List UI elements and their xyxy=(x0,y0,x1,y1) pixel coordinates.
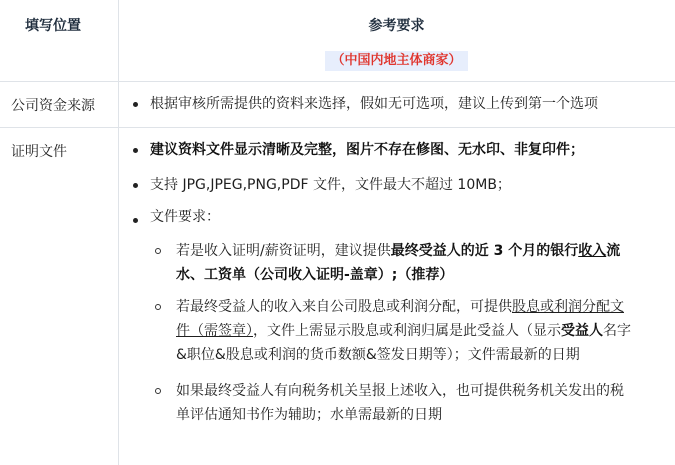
sub-item-dividend-line3: &职位&股息或利润的货币数额&签发日期等）；文件需最新的日期 xyxy=(176,347,580,363)
sub-item-tax-line1: 如果最终受益人有向税务机关呈报上述收入，也可提供税务机关发出的税 xyxy=(176,383,624,399)
file-requirements-label: 文件要求： xyxy=(150,209,220,225)
badge-wrap xyxy=(118,49,675,71)
bullet xyxy=(133,148,138,153)
sub-item-bold: 最终受益人的近 3 个月的银行 xyxy=(390,243,579,259)
mainland-merchant-badge: （中国内地主体商家） xyxy=(325,51,467,71)
bullet xyxy=(133,218,138,223)
sub-item-bold-underline: 收入 xyxy=(578,243,607,259)
sub-item-dividend-line2 xyxy=(176,319,631,344)
sub-item-underline: 股息或利润分配文 xyxy=(512,299,624,315)
file-format-text: 支持 JPG,JPEG,PNG,PDF 文件，文件最大不超过 10MB； xyxy=(150,177,511,193)
row-divider xyxy=(0,127,675,128)
header-requirements: 参考要求 xyxy=(368,18,425,34)
row-label-proof-document: 证明文件 xyxy=(11,144,67,160)
sub-item-bold: 流 xyxy=(606,243,621,259)
sub-item-text: 若最终受益人的收入来自公司股息或利润分配，可提供 xyxy=(176,299,512,315)
row-divider xyxy=(0,81,675,82)
sub-item-income-line2: 水、工资单（公司收入证明-盖章）;（推荐） xyxy=(176,267,454,283)
sub-item-dividend-line1 xyxy=(176,295,624,320)
sub-bullet xyxy=(155,304,161,310)
sub-item-tax-line2: 单评估通知书作为辅助；水单需最新的日期 xyxy=(176,407,442,423)
sub-bullet xyxy=(155,388,161,394)
bullet xyxy=(133,102,138,107)
fund-source-text: 根据审核所需提供的资料来选择，假如无可选项，建议上传到第一个选项 xyxy=(150,96,598,112)
header-location: 填写位置 xyxy=(25,18,81,34)
sub-item-text: 若是收入证明/薪资证明，建议提供 xyxy=(176,243,391,259)
sub-item-text: ，文件上需显示股息或利润归属是此受益人（显示 xyxy=(253,323,561,339)
row-label-fund-source: 公司资金来源 xyxy=(11,98,95,114)
sub-bullet xyxy=(155,248,161,254)
doc-clarity-text: 建议资料文件显示清晰及完整，图片不存在修图、无水印、非复印件； xyxy=(150,142,584,158)
sub-item-underline: 件（需签章） xyxy=(176,323,253,339)
bullet xyxy=(133,183,138,188)
sub-item-income-line1 xyxy=(176,239,620,264)
sub-item-text: 名字 xyxy=(603,323,631,339)
sub-item-bold: 受益人 xyxy=(561,323,603,339)
